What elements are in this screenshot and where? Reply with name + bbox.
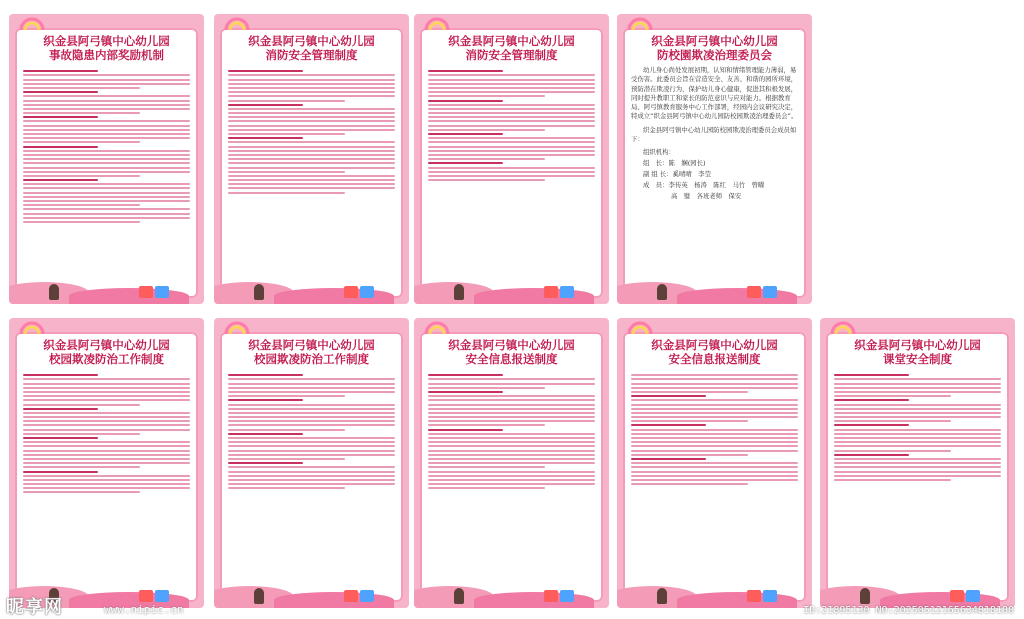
- rainbow-icon: [19, 16, 45, 30]
- poster-4-lead: 织金县阿弓镇中心幼儿园防校园欺凌治理委员会成员如下：: [631, 125, 797, 144]
- rainbow-icon: [224, 16, 250, 30]
- poster-2-decoration: [214, 268, 409, 304]
- poster-4-body: [631, 66, 798, 202]
- poster-1-title: 织金县阿弓镇中心幼儿园 事故隐患内部奖励机制: [43, 34, 170, 62]
- poster-7-title: 织金县阿弓镇中心幼儿园 安全信息报送制度: [448, 338, 575, 366]
- poster-1-body: [23, 68, 190, 225]
- poster-6-body: [228, 372, 395, 491]
- rainbow-icon: [424, 320, 450, 334]
- poster-1-decoration: [9, 268, 204, 304]
- poster-4: [617, 14, 812, 304]
- poster-7: [414, 318, 609, 608]
- watermark-id: ID:21895130 NO:20250512165634818100: [803, 605, 1014, 616]
- poster-6: [214, 318, 409, 608]
- poster-6-decoration: [214, 572, 409, 608]
- poster-2-body: [228, 68, 395, 196]
- poster-9: [820, 318, 1015, 608]
- rainbow-icon: [627, 16, 653, 30]
- poster-2: [214, 14, 409, 304]
- poster-9-decoration: [820, 572, 1015, 608]
- rainbow-icon: [424, 16, 450, 30]
- poster-1: [9, 14, 204, 304]
- poster-4-title: 织金县阿弓镇中心幼儿园 防校園欺凌治理委员会: [651, 34, 778, 62]
- poster-7-body: [428, 372, 595, 491]
- poster-8-decoration: [617, 572, 812, 608]
- rainbow-icon: [19, 320, 45, 334]
- poster-5-body: [23, 372, 190, 496]
- poster-3-title: 织金县阿弓镇中心幼儿园 消防安全管理制度: [448, 34, 575, 62]
- poster-3-body: [428, 68, 595, 183]
- poster-7-decoration: [414, 572, 609, 608]
- poster-5-title: 织金县阿弓镇中心幼儿园 校园欺凌防治工作制度: [43, 338, 170, 366]
- poster-3: [414, 14, 609, 304]
- poster-3-decoration: [414, 268, 609, 304]
- rainbow-icon: [224, 320, 250, 334]
- poster-4-decoration: [617, 268, 812, 304]
- rainbow-icon: [627, 320, 653, 334]
- poster-4-roster: 组织机构： 组 长：陈 娴(园长) 副 组 长：奚晴晴 李莹 成 员：李传英 杨涛 陈红 马竹 曾曜 高 璧 各班老师 保安: [643, 148, 765, 201]
- rainbow-icon: [830, 320, 856, 334]
- poster-8: [617, 318, 812, 608]
- poster-9-body: [834, 372, 1001, 483]
- poster-9-title: 织金县阿弓镇中心幼儿园 课堂安全制度: [854, 338, 981, 366]
- watermark-url: www.nipic.cn: [104, 603, 184, 616]
- poster-8-title: 织金县阿弓镇中心幼儿园 安全信息报送制度: [651, 338, 778, 366]
- poster-2-title: 织金县阿弓镇中心幼儿园 消防安全管理制度: [248, 34, 375, 62]
- poster-8-body: [631, 372, 798, 487]
- watermark-logo: 昵享网: [6, 597, 63, 618]
- poster-4-intro: 幼儿身心尚处发展初期，认知和情绪管理能力薄弱，易受伤害。此委员会旨在营造安全、友善、和谐的园所环境，预防潜在欺凌行为，保护幼儿身心健康，促进其积极发展，同时提升教职工和家长的防范意识与应对能力。根据教育局、阿弓镇教育服务中心工作部署，经园内会议研究决定，特成立“织金县阿弓镇中心幼儿园防校园欺凌治理委员会”。: [631, 66, 798, 121]
- poster-5: [9, 318, 204, 608]
- poster-6-title: 织金县阿弓镇中心幼儿园 校园欺凌防治工作制度: [248, 338, 375, 366]
